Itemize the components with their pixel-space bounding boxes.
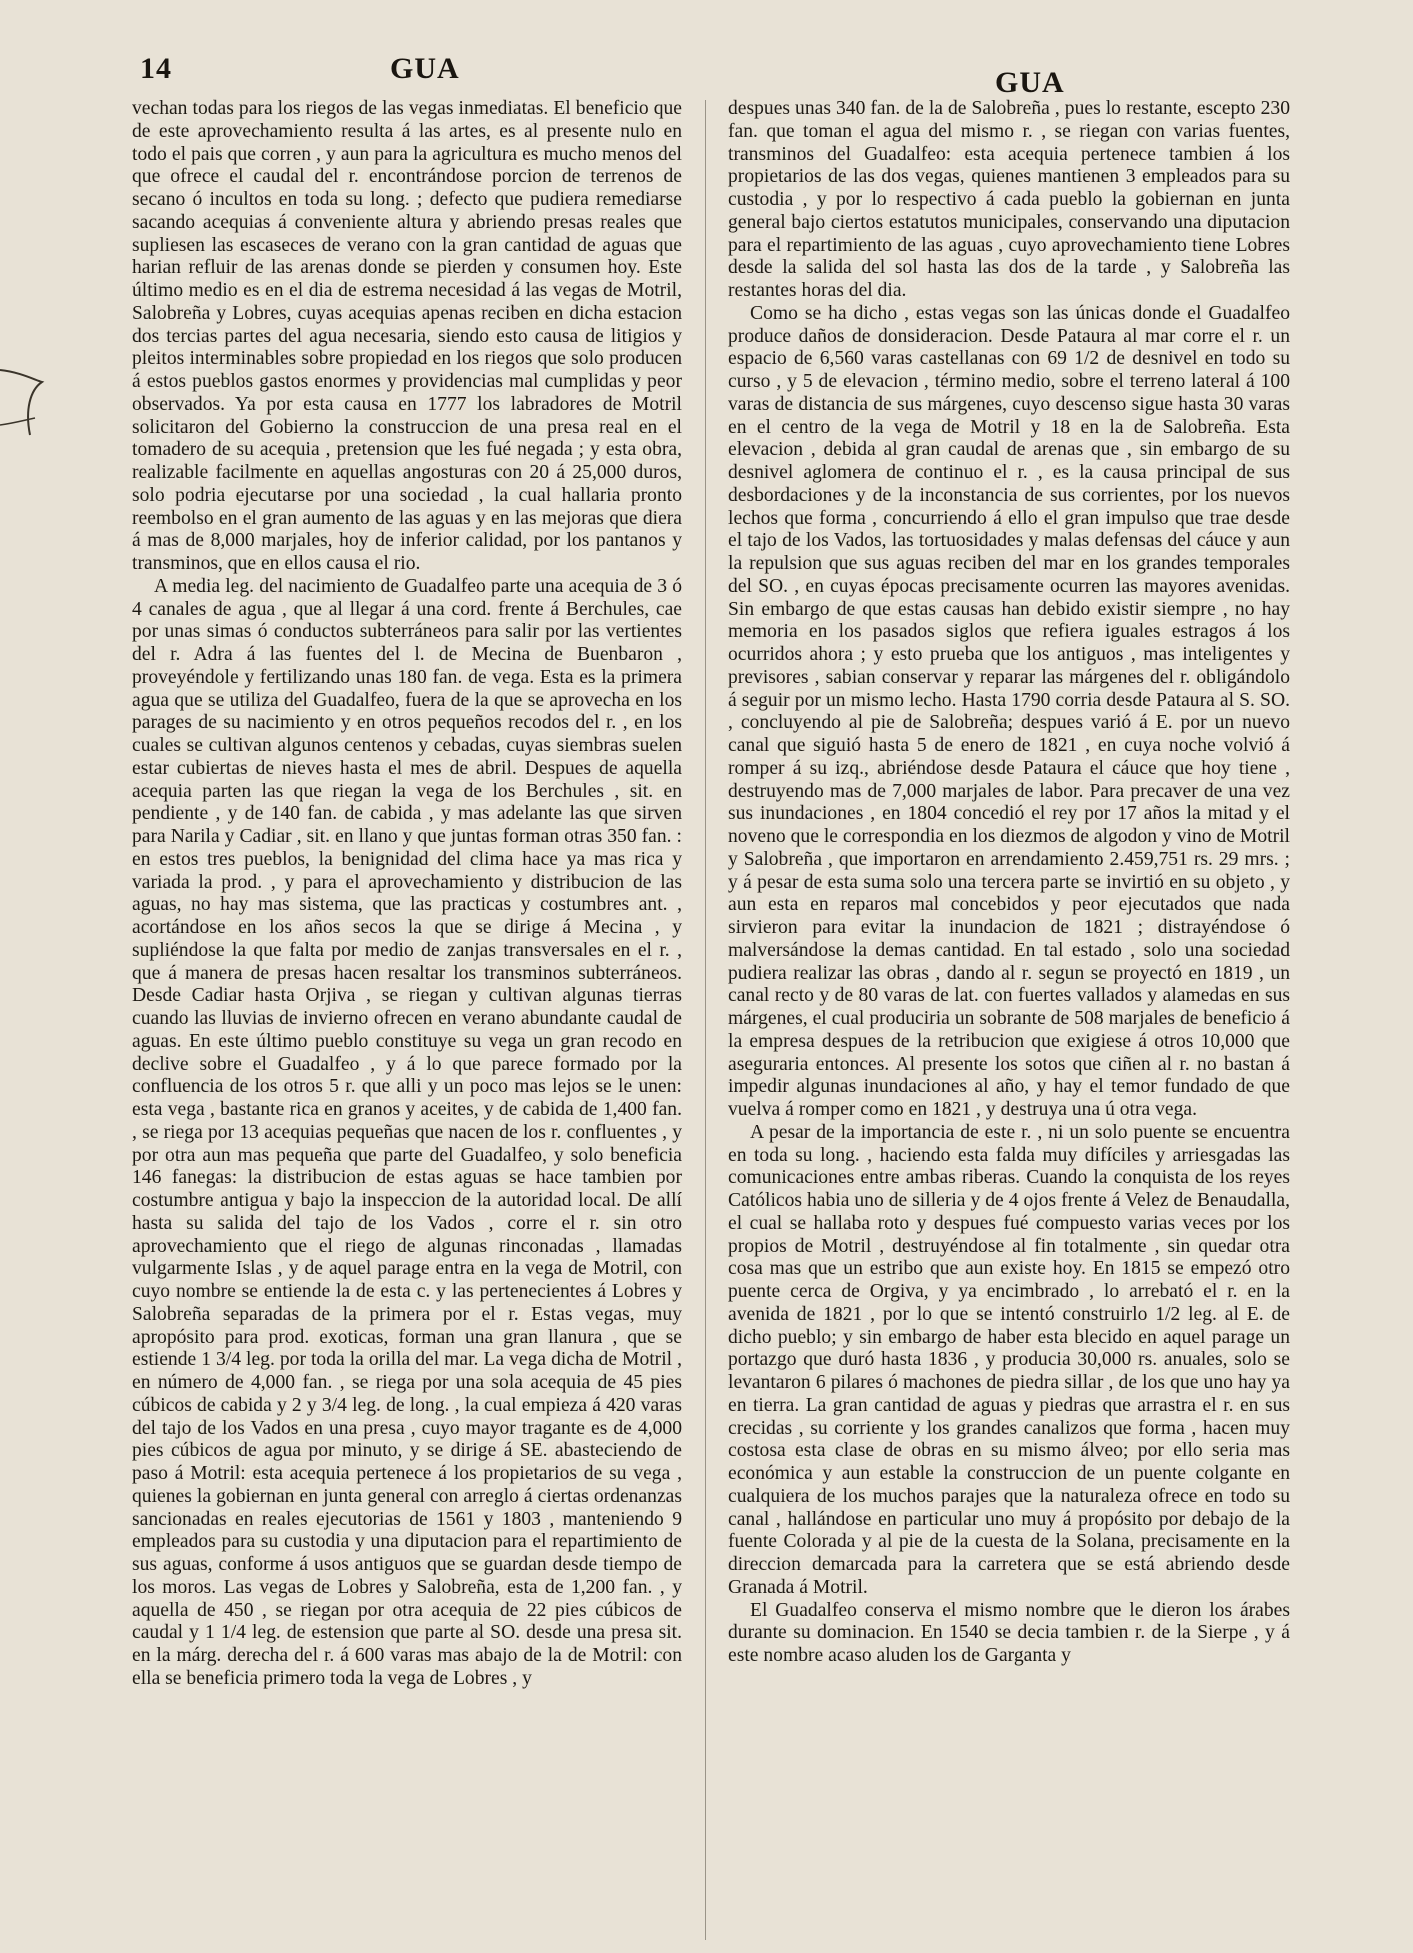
paragraph: vechan todas para los riegos de las vegas inmediatas. El beneficio que de este aprovechamiento resulta á las artes, es al presente nulo en todo el pais que corren , y aun para la agricultura es mucho menos del que ofrece el caudal del r. encontrándose porcion de terrenos de secano ó incultos en toda su long. ; defecto que pudiera remediarse sacando acequias á conveniente altura y abriendo presas reales que supliesen las escaseces de verano con la gran cantidad de aguas que harian refluir de las arenas donde se pierden y consumen hoy. Este último medio es en el dia de estrema necesidad á las vegas de Motril, Salobreña y Lobres, cuyas acequias apenas reciben en dicha estacion dos tercias partes del agua necesaria, siendo esto causa de litigios y pleitos interminables sobre propiedad en los riegos que solo producen á estos pueblos gastos enormes y providencias mal cumplidas y peor observados. Ya por esta causa en 1777 los labradores de Motril solicitaron del Gobierno la construccion de una presa real en el tomadero de su acequia , pretension que les fué negada ; y esta obra, realizable facilmente en aquellas angosturas con 20 á 25,000 duros, solo podria ejecutarse por una sociedad , la cual hallaria pronto reembolso en el gran aumento de las aguas y en las mejoras que diera á mas de 8,000 marjales, hoy de inferior calidad, por los pantanos y transminos, que en ellos causa el rio. (132, 98, 682, 574)
binding-stain-mark (0, 340, 60, 440)
paragraph: El Guadalfeo conserva el mismo nombre que le dieron los árabes durante su dominacion. En 1540 se decia tambien r. de la Sierpe , y á este nombre acaso aluden los de Garganta y (728, 1599, 1290, 1666)
left-text-column (132, 98, 682, 1691)
column-divider (705, 100, 706, 1940)
running-head-left: GUA (390, 52, 460, 85)
paragraph: despues unas 340 fan. de la de Salobreña , pues lo restante, escepto 230 fan. que toman el agua del mismo r. , se riegan con varias fuentes, transminos del Guadalfeo: esta acequia pertenece tambien á los propietarios de las dos vegas, quienes mantienen 3 empleados para su custodia , y por lo respectivo á cada pueblo la gobiernan en junta general bajo ciertos estatutos municipales, conservando una diputacion para el repartimiento de las aguas , cuyo aprovechamiento tiene Lobres desde la salida del sol hasta las dos de la tarde , y Salobreña las restantes horas del dia. (728, 98, 1290, 301)
paragraph: A media leg. del nacimiento de Guadalfeo parte una acequia de 3 ó 4 canales de agua , que al llegar á una cord. frente á Berchules, cae por unas simas ó conductos subterráneos para salir por las vertientes del r. Adra á las fuentes del l. de Mecina de Buenbaron , proveyéndole y fertilizando unas 180 fan. de vega. Esta es la primera agua que se utiliza del Guadalfeo, fuera de la que se aprovecha en los parages de su nacimiento y en otros pequeños recodos del r. , en los cuales se cultivan algunos centenos y cebadas, cuyas siembras suelen estar cubiertas de nieves hasta el mes de abril. Despues de aquella acequia parten las que riegan la vega de los Berchules , sit. en pendiente , y de 140 fan. de cabida , y mas adelante las que sirven para Narila y Cadiar , sit. en llano y que juntas forman otras 350 fan. : en estos tres pueblos, la benignidad del clima hace ya mas rica y variada la prod. , y para el aprovechamiento y distribucion de las aguas, no hay mas sistema, que las practicas y costumbres ant. , acortándose en los años secos la que se dirige á Mecina , y supliéndose la que falta por medio de zanjas transversales en el r. , que á manera de presas hacen resaltar los transminos subterráneos. Desde Cadiar hasta Orjiva , se riegan y cultivan algunas tierras cuando las lluvias de invierno ofrecen en verano abundante caudal de aguas. En este último pueblo constituye su vega un gran recodo en declive sobre el Guadalfeo , y á lo que parece formado por la confluencia de los otros 5 r. que alli y un poco mas lejos se le unen: esta vega , bastante rica en granos y aceites, y de cabida de 1,400 fan. , se riega por 13 acequias pequeñas que nacen de los r. confluentes , y por otra aun mas pequeña que parte del Guadalfeo, y solo beneficia 146 fanegas: la distribucion de estas aguas se hace tambien por costumbre antigua y bajo la inspeccion de la autoridad local. De allí hasta su salida del tajo de los Vados , corre el r. sin otro aprovechamiento que el riego de algunas rinconadas , llamadas vulgarmente Islas , y de aquel parage entra en la vega de Motril, con cuyo nombre se entiende la de esta c. y las pertenecientes á Lobres y Salobreña separadas de la primera por el r. Estas vegas, muy apropósito para prod. exoticas, forman una gran llanura , que se estiende 1 3/4 leg. por toda la orilla del mar. La vega dicha de Motril , en número de 4,000 fan. , se riega por una sola acequia de 45 pies cúbicos de cabida y 2 y 3/4 leg. de long. , la cual empieza á 420 varas del tajo de los Vados en una presa , cuyo mayor tragante es de 4,000 pies cúbicos de agua por minuto, y se dirige á SE. abasteciendo de paso á Motril: esta acequia pertenece á los propietarios de su vega , quienes la gobiernan en junta general con arreglo á ciertas ordenanzas sancionadas en reales ejecutorias de 1561 y 1803 , manteniendo 9 empleados para su custodia y una diputacion para el repartimiento de sus aguas, conforme á usos antiguos que se guardan desde tiempo de los moros. Las vegas de Lobres y Salobreña, esta de 1,200 fan. , y aquella de 450 , se riegan por otra acequia de 22 pies cúbicos de caudal y 1 1/4 leg. de estension que parte al SO. desde una presa sit. en la márg. derecha del r. á 600 varas mas abajo de la de Motril: con ella se beneficia primero toda la vega de Lobres , y (132, 575, 682, 1689)
page-number: 14 (140, 52, 172, 85)
paragraph: A pesar de la importancia de este r. , ni un solo puente se encuentra en toda su long. , haciendo esta falda muy difíciles y arriesgadas las comunicaciones entre ambas riberas. Cuando la conquista de los reyes Católicos habia uno de silleria y de 4 ojos frente á Velez de Benaudalla, el cual se hallaba roto y despues fué compuesto varias veces por los propios de Motril , destruyéndose al fin totalmente , sin quedar otra cosa mas que un estribo que aun existe hoy. En 1815 se empezó otro puente cerca de Orgiva, y ya encimbrado , lo arrebató el r. en la avenida de 1821 , por lo que se intentó construirlo 1/2 leg. al E. de dicho pueblo; y sin embargo de haber esta blecido en aquel parage un portazgo que duró hasta 1836 , y producia 30,000 rs. anuales, solo se levantaron 6 pilares ó machones de piedra sillar , de los que uno hay ya en tierra. La gran cantidad de aguas y piedras que arrastra el r. en sus crecidas , su corriente y los grandes canalizos que forma , hacen muy costosa esta clase de obras en su mismo álveo; por ello seria mas económica y aun estable la construccion de un puente colgante en cualquiera de los muchos parajes que la naturaleza ofrece en todo su canal , hallándose en particular uno muy á propósito por debajo de la fuente Colorada y al pie de la cuesta de la Solana, precisamente en la direccion demarcada para la carretera que se está abriendo desde Granada á Motril. (728, 1121, 1290, 1598)
right-text-column (728, 98, 1290, 1668)
paragraph: Como se ha dicho , estas vegas son las únicas donde el Guadalfeo produce daños de donsideracion. Desde Pataura al mar corre el r. un espacio de 6,560 varas castellanas con 69 1/2 de desnivel en todo su curso , y 5 de elevacion , término medio, sobre el terreno lateral á 100 varas de distancia de sus márgenes, cuyo descenso sigue hasta 30 varas en el centro de la vega de Motril y 18 en la de Salobreña. Esta elevacion , debida al gran caudal de arenas que , sin embargo de su desnivel aglomera de continuo el r. , es la causa principal de sus desbordaciones y de la inconstancia de sus corrientes, por los nuevos lechos que forma , concurriendo á ello el gran impulso que trae desde el tajo de los Vados, las tortuosidades y malas defensas del cáuce y aun la repulsion que sus aguas reciben del mar en los grandes temporales del SO. , en cuyas épocas precisamente ocurren las mayores avenidas. Sin embargo de que estas causas han debido existir siempre , no hay memoria en los pasados siglos que refiera iguales estragos á los ocurridos ahora ; y esto prueba que los antiguos , mas inteligentes y previsores , sabian conservar y reparar las márgenes del r. obligándolo á seguir por un mismo lecho. Hasta 1790 corria desde Pataura al S. SO. , concluyendo al pie de Salobreña; despues varió á E. por un nuevo canal que siguió hasta 5 de enero de 1821 , en cuya noche volvió á romper á su izq., abriéndose desde Pataura el cáuce que hoy tiene , destruyendo mas de 7,000 marjales de labor. Para precaver de una vez sus inundaciones , en 1804 concedió el rey por 17 años la mitad y el noveno que le correspondia en los diezmos de algodon y vino de Motril y Salobreña , que importaron en arrendamiento 2.459,751 rs. 29 mrs. ; y á pesar de esta suma solo una tercera parte se invirtió en su objeto , y aun esta en reparos mal concebidos y peor ejecutados que nada sirvieron para evitar la inundacion de 1821 ; distrayéndose ó malversándose la demas cantidad. En tal estado , solo una sociedad pudiera realizar las obras , dando al r. segun se proyectó en 1819 , un canal recto y de 80 varas de lat. con fuertes vallados y alamedas en sus márgenes, el cual produciria un sobrante de 508 marjales de beneficio á la empresa despues de la retribucion que exigiese á otros 10,000 que aseguraria entonces. Al presente los sotos que ciñen al r. no bastan á impedir algunas inundaciones al año, y hay el temor fundado de que vuelva á romper como en 1821 , y destruya una ú otra vega. (728, 302, 1290, 1120)
running-head-right: GUA (995, 66, 1065, 99)
